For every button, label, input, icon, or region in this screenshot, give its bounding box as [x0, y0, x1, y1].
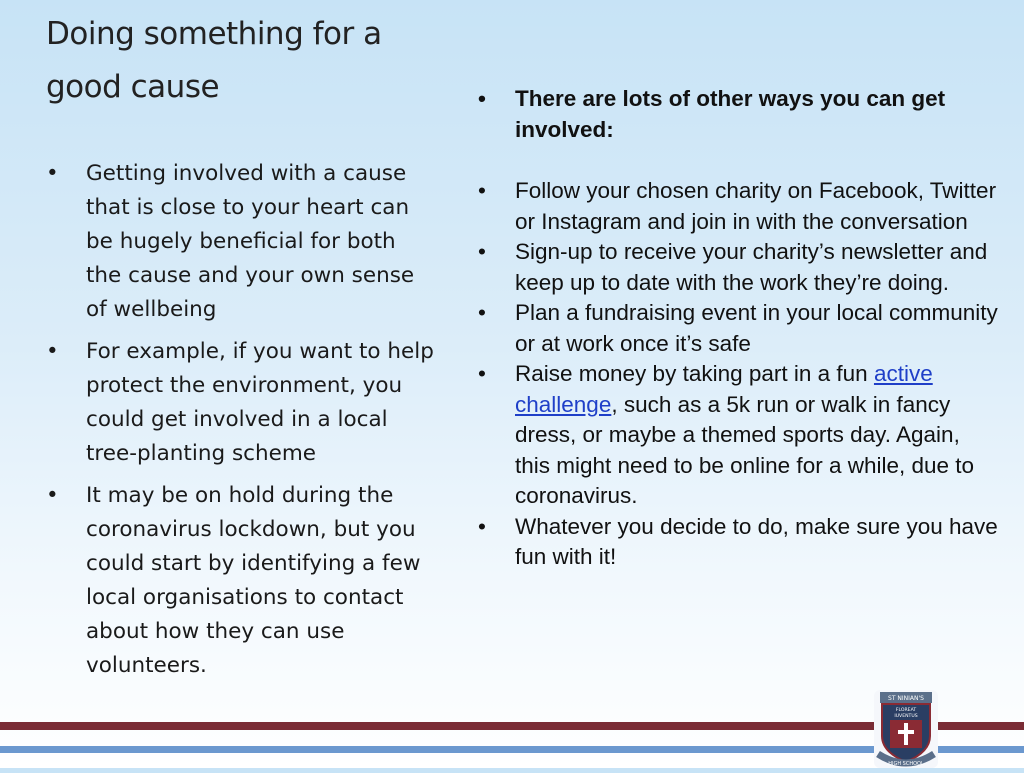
slide-title: Doing something for a good cause	[46, 16, 382, 105]
list-item: • Plan a fundraising event in your local community or at work once it’s safe	[478, 298, 998, 359]
right-bullet-list	[478, 84, 998, 573]
raise-money-text-rest: , such as a 5k run or walk in fancy dress, or maybe a themed sports day. Again, this might need to be online for a while, due to coronavirus.	[515, 391, 975, 508]
list-item-raise-money	[478, 359, 998, 512]
list-item: • Getting involved with a cause that is close to your heart can be hugely beneficial for both the cause and your own sense of wellbeing	[46, 157, 436, 327]
list-item: • Follow your chosen charity on Facebook, Twitter or Instagram and join in with the conversation	[478, 176, 998, 237]
crest-top-text: ST NINIAN'S	[888, 695, 924, 702]
list-item: • Sign-up to receive your charity’s newsletter and keep up to date with the work they’re doing.	[478, 237, 998, 298]
list-item: • For example, if you want to help protect the environment, you could get involved in a local tree-planting scheme	[46, 335, 436, 471]
crest-motto-1: FLOREAT	[895, 708, 917, 713]
raise-money-text: Raise money by taking part in a fun	[515, 361, 874, 386]
intro-bullet: • There are lots of other ways you can get involved:	[478, 84, 998, 145]
left-bullet-list	[46, 157, 436, 691]
list-item: • It may be on hold during the coronavirus lockdown, but you could start by identifying a few local organisations to contact about how they can use volunteers.	[46, 479, 436, 683]
crest-bottom-text: HIGH SCHOOL	[888, 761, 924, 767]
school-crest-logo	[874, 690, 938, 768]
crest-motto-2: IUVENTUS	[894, 714, 918, 719]
list-item: • Whatever you decide to do, make sure you have fun with it!	[478, 512, 998, 573]
footer-stripe-maroon	[0, 722, 1024, 730]
crest-icon	[874, 690, 938, 768]
active-challenge-link[interactable]: active challenge	[515, 361, 933, 417]
footer-stripe-blue	[0, 746, 1024, 753]
